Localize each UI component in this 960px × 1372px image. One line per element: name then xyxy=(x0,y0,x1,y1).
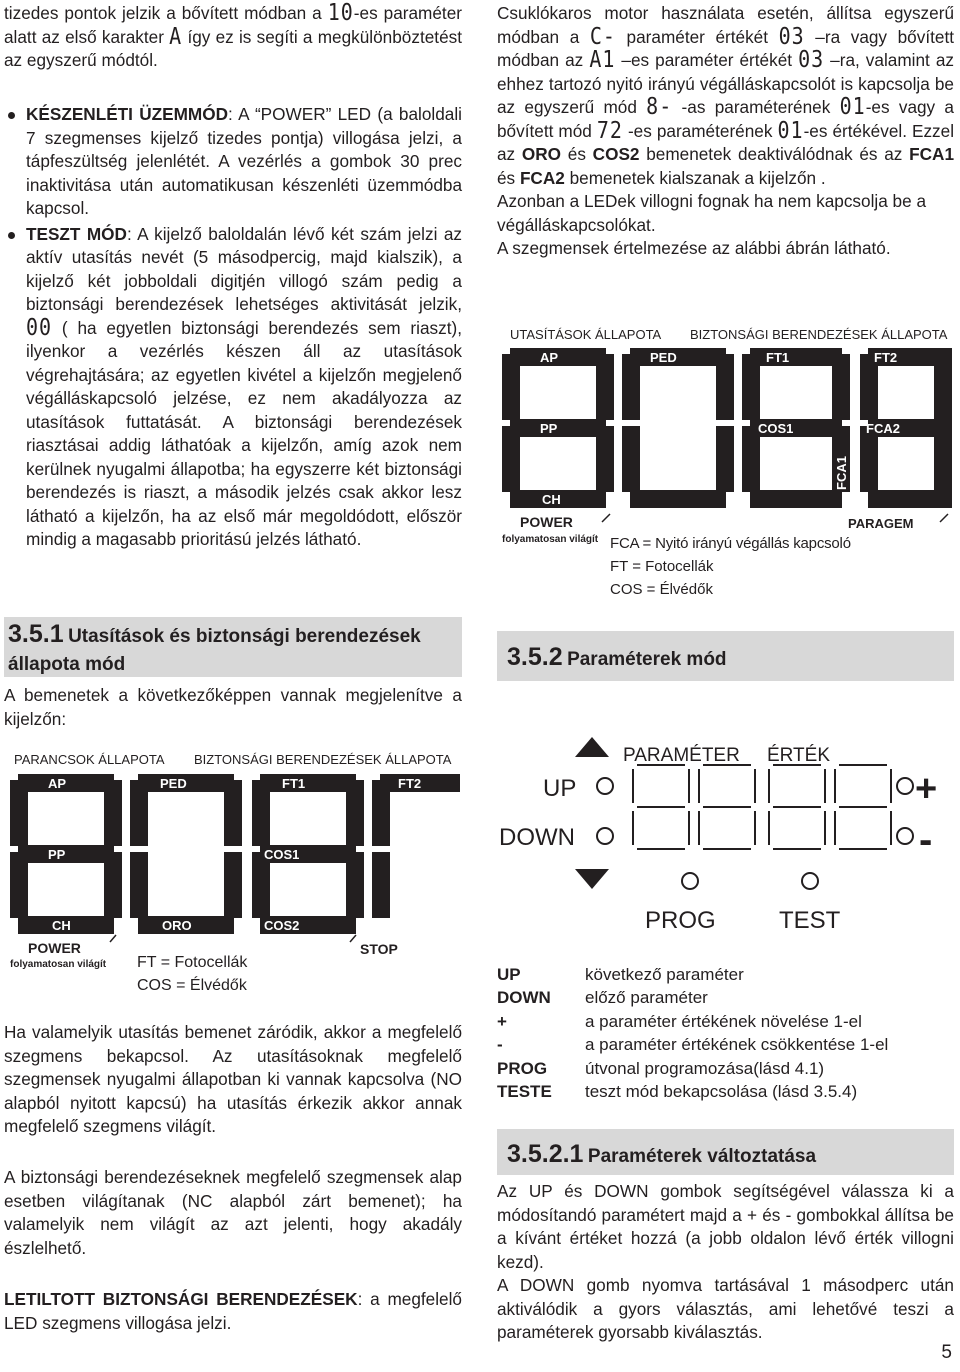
paragem-label: PARAGEM xyxy=(848,516,914,531)
key-description: következő paraméter xyxy=(585,964,744,984)
key-row xyxy=(497,987,957,1011)
test-label: TEST xyxy=(779,907,841,934)
right-safety-state-label: BIZTONSÁGI BERENDEZÉSEK ÁLLAPOTA xyxy=(690,327,948,342)
mode-bullet-list xyxy=(4,103,462,552)
r-power-sub-label: folyamatosan világít xyxy=(502,534,599,544)
right-segment-display-diagram xyxy=(502,344,957,544)
legend-fca: FCA = Nyitó irányú végállás kapcsoló xyxy=(610,535,851,552)
legend-cos-left: COS = Élvédők xyxy=(137,977,247,994)
minus-button[interactable] xyxy=(897,828,913,844)
plus-label: + xyxy=(915,768,938,810)
seg-ft1: FT1 xyxy=(282,776,306,791)
r-seg-ap: AP xyxy=(540,350,559,365)
power-label: POWER xyxy=(28,940,81,956)
down-label: DOWN xyxy=(499,824,575,851)
seg-cos2: COS2 xyxy=(264,918,300,933)
section-3-5-2-1-heading: 3.5.2.1 Paraméterek változtatása xyxy=(497,1129,954,1175)
closed-input-paragraph: Ha valamelyik utasítás bemenet záródik, akkor a megfelelő szegmens bekapcsol. Az utasításoknak megfelelő szegmensek nyugalmi állapotban ki vannak kapcsolva (NO alapból nyitott kapcsú) ha utasítás érkezik akkor annak megfelelő szegmens világít. xyxy=(4,1022,462,1136)
section-3-5-1-heading: 3.5.1 Utasítások és biztonsági berendezések állapota mód xyxy=(4,617,462,677)
test-mode-item: TESZT MÓD: A kijelző baloldalán lévő két szám jelzi az aktív utasítás nevét (5 másodpercig, majd kialszik), a kijelző két jobboldali digitjén villogó szám pedig a biztonsági berendezések lehetséges aktivitását jelzik, 00 ( ha egyetlen biztonsági berendezés sem riaszt), ilyenkor a vezérlés készen áll az utasítások végrehajtására; az egyetlen kivétel a kijelzőn megjelenő végálláskapcsoló jelzése, ez nem akadályozza az utasítások futtatását. A biztonsági berendezések riasztásai addig láthatóak a kijelzőn, amíg azok nem kerülnek nyugalmi állapotba; ha egyszerre két biztonsági berendezés is riaszt, a második jelzés csak akkor lesz látható a kijelzőn, ha az első már megoldódott, először mindig a magasabb prioritású jelzés látható. xyxy=(4,223,462,552)
prog-label: PROG xyxy=(645,907,716,934)
intro-paragraph: tizedes pontok jelzik a bővített módban a 10-es paraméter alatt az első karakter A így ez is segíti a megkülönböztetést az egyszerű módtól. xyxy=(4,0,462,70)
segment-display-diagram xyxy=(10,770,465,970)
r-seg-cos1: COS1 xyxy=(758,421,794,436)
r-seg-fca2: FCA2 xyxy=(866,421,900,436)
r-seg-ft1: FT1 xyxy=(766,350,790,365)
seg-cos1: COS1 xyxy=(264,847,300,862)
key-row xyxy=(497,1081,957,1105)
seg-ap: AP xyxy=(48,776,67,791)
key-row xyxy=(497,1057,957,1081)
safety-paragraph: A biztonsági berendezéseknek megfelelő szegmensek alap esetben világítanak (NC alapból zárt bemenet); ha valamelyik nem világít az azt jelenti, hogy akadály észlelhető. xyxy=(4,1167,462,1258)
legend-ft-left: FT = Fotocellák xyxy=(137,954,248,971)
crank-motor-paragraph: Csuklókaros motor használata esetén, állítsa egyszerű módban a C- paraméter értékét 03 –ra vagy bővített módban az A1 –es paraméter értékét 03 –ra, valamint az ehhez tartozó nyitó irányú végálláskapcsolót is kapcsolja be az egyszerű mód 8- -as paraméterének 01-es vagy a bővített mód 72 -es paraméterének 01-es értékével. Ezzel az ORO és COS2 bemenetek deaktiválódnak és az FCA1 és FCA2 bemenetek kialszanak a kijelzőn . Azonban a LEDek villogni fognak ha nem kapcsolja be a végálláskapcsolókat. A szegmensek értelmezése az alábbi ábrán látható. xyxy=(497,3,955,258)
param-label: PARAMÉTER xyxy=(623,745,740,766)
seg-ft2: FT2 xyxy=(398,776,422,791)
minus-label: - xyxy=(919,818,933,862)
key-name: DOWN xyxy=(497,988,551,1008)
seg-ch: CH xyxy=(52,918,71,933)
up-button[interactable] xyxy=(597,778,613,794)
page-number: 5 xyxy=(941,1342,952,1363)
up-label: UP xyxy=(543,775,577,802)
key-name: TESTE xyxy=(497,1082,552,1102)
key-name: PROG xyxy=(497,1058,548,1078)
section-3-5-2-heading: 3.5.2 Paraméterek mód xyxy=(497,631,954,681)
key-description: teszt mód bekapcsolása (lásd 3.5.4) xyxy=(585,1082,858,1102)
key-name: + xyxy=(497,1011,507,1031)
power-sub-label: folyamatosan világít xyxy=(10,959,107,970)
legend-cos-right: COS = Élvédők xyxy=(610,581,713,598)
plus-button[interactable] xyxy=(897,778,913,794)
safety-state-label: BIZTONSÁGI BERENDEZÉSEK ÁLLAPOTA xyxy=(194,752,452,767)
right-command-state-label: UTASÍTÁSOK ÁLLAPOTA xyxy=(510,327,662,342)
r-seg-pp: PP xyxy=(540,421,558,436)
seg-pp: PP xyxy=(48,847,66,862)
param-change-paragraph: Az UP és DOWN gombok segítségével válassza ki a módosítandó paramétert majd a + és - gombokkal állítsa be a kívánt értéket hozzá (a jobb oldalon lévő érték villogni kezd). A DOWN gomb nyomva tartásával 1 másodperc után aktiválódik a gyors választás, ami lehetővé teszi a paraméterek gyorsabb kiválasztás. xyxy=(497,1181,954,1342)
r-seg-ped: PED xyxy=(650,350,677,365)
stop-label: STOP xyxy=(360,941,398,957)
key-name: - xyxy=(497,1035,503,1055)
seg-ped: PED xyxy=(160,776,187,791)
legend-ft-right: FT = Fotocellák xyxy=(610,558,714,575)
r-seg-fca1: FCA1 xyxy=(834,456,849,490)
prog-button[interactable] xyxy=(682,873,698,889)
disabled-safety-paragraph: LETILTOTT BIZTONSÁGI BERENDEZÉSEK: a megfelelő LED szegmens villogása jelzi. xyxy=(4,1289,462,1333)
key-row xyxy=(497,1010,957,1034)
key-name: UP xyxy=(497,964,521,984)
parameter-control-panel xyxy=(497,735,957,940)
seg-oro: ORO xyxy=(162,918,192,933)
r-power-label: POWER xyxy=(520,514,573,530)
r-seg-ch: CH xyxy=(542,492,561,507)
command-state-label: PARANCSOK ÁLLAPOTA xyxy=(14,752,165,767)
standby-mode-item: KÉSZENLÉTI ÜZEMMÓD: A “POWER” LED (a baloldali 7 szegmenses kijelző tizedes pontja) villogása jelzi, a tápfeszültség jelenlétét. A vezérlés a gombok 30 prec inaktivitása után automatikusan készenléti üzemmódba kapcsol. xyxy=(4,103,462,221)
test-button[interactable] xyxy=(802,873,818,889)
key-row xyxy=(497,963,957,987)
key-description: előző paraméter xyxy=(585,988,708,1008)
key-row xyxy=(497,1034,957,1058)
r-seg-ft2: FT2 xyxy=(874,350,898,365)
key-description: a paraméter értékének csökkentése 1-el xyxy=(585,1035,889,1055)
key-description: útvonal programozása(lásd 4.1) xyxy=(585,1058,825,1078)
value-label: ÉRTÉK xyxy=(767,745,831,766)
down-button[interactable] xyxy=(597,828,613,844)
key-description: a paraméter értékének növelése 1-el xyxy=(585,1011,862,1031)
key-function-table xyxy=(497,963,957,1104)
inputs-intro: A bemenetek a következőképpen vannak megjelenítve a kijelzőn: xyxy=(4,685,462,729)
